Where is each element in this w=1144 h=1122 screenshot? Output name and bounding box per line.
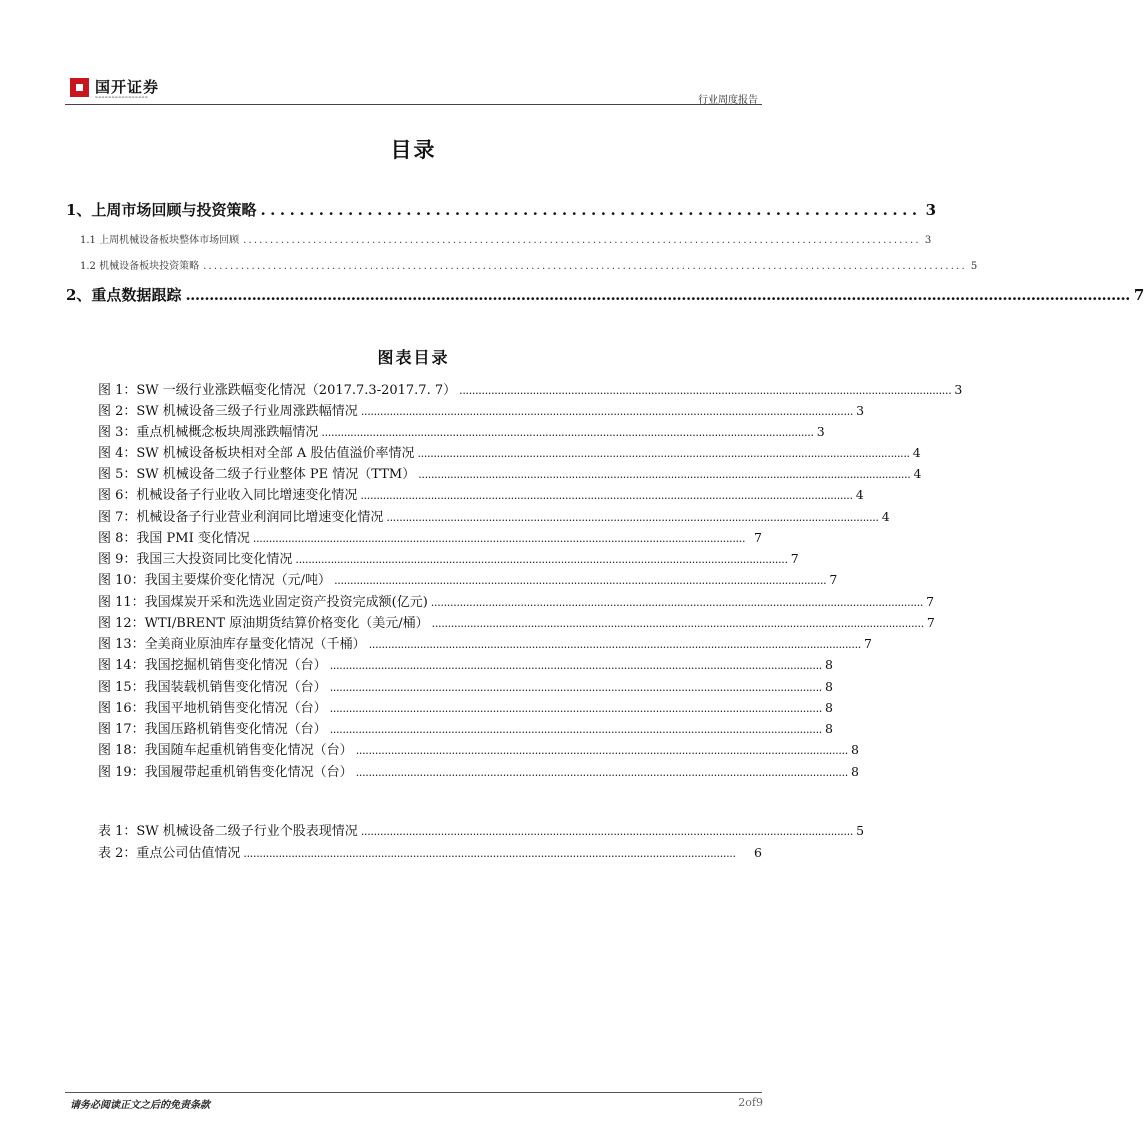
dot-leader: ..........................................................................................................................................................: [334, 574, 827, 587]
figure-entry-page: 7: [863, 636, 872, 651]
toc-entry[interactable]: [66, 199, 936, 220]
toc-entry[interactable]: [66, 284, 1144, 305]
figure-entry-label: 图 8：我国 PMI 变化情况: [98, 531, 250, 546]
figure-entry-label: 图 12：WTI/BRENT 原油期货结算价格变化（美元/桶）: [98, 616, 429, 631]
figure-entry[interactable]: [98, 421, 825, 441]
dot-leader: ..........................................................................................................................................................: [329, 723, 822, 736]
toc-entry-page: 7: [1133, 286, 1144, 304]
figure-entry[interactable]: [98, 379, 963, 399]
figure-entry-page: 7: [754, 530, 762, 545]
dot-leader: ....................................................................: [260, 201, 922, 219]
dot-leader: ..........................................................................................................................................................: [321, 426, 814, 439]
figure-entry-label: 图 13：全美商业原油库存量变化情况（千桶）: [98, 637, 366, 652]
toc-entry-label: 1.2 机械设备板块投资策略: [80, 261, 200, 272]
dot-leader: ..........................................................................................................................................................: [360, 825, 854, 838]
footer-divider: [65, 1092, 762, 1093]
figure-entry[interactable]: [98, 569, 838, 589]
figure-entry-label: 图 14：我国挖掘机销售变化情况（台）: [98, 658, 327, 673]
dot-leader: ..........................................................................................................................................................: [329, 681, 822, 694]
figure-entry[interactable]: [98, 654, 833, 674]
figure-entry[interactable]: [98, 761, 859, 781]
figure-entry-page: 8: [824, 721, 833, 736]
figure-entry-page: 4: [855, 487, 864, 502]
figure-entry-page: 8: [824, 679, 833, 694]
figure-entry-label: 图 6：机械设备子行业收入同比增速变化情况: [98, 488, 358, 503]
toc-entry-label: 2、重点数据跟踪: [66, 286, 182, 304]
figure-entry[interactable]: [98, 591, 935, 611]
figure-entry-page: 7: [790, 551, 799, 566]
figure-entry-page: 4: [912, 445, 921, 460]
toc-entry[interactable]: [80, 231, 932, 246]
table-entry[interactable]: [98, 820, 865, 840]
figure-entry-page: 8: [850, 764, 859, 779]
figure-entry-label: 图 18：我国随车起重机销售变化情况（台）: [98, 743, 353, 758]
page-title: 目录: [390, 137, 437, 162]
figure-entry-page: 4: [881, 509, 890, 524]
figure-entry-label: 图 19：我国履带起重机销售变化情况（台）: [98, 765, 353, 780]
figure-entry-label: 图 16：我国平地机销售变化情况（台）: [98, 701, 327, 716]
figure-entry-page: 7: [926, 594, 935, 609]
toc-entry-page: 3: [924, 235, 932, 246]
dot-leader: ..............................................................................................................................: [243, 235, 921, 246]
dot-leader: ........................................................................................................................................................................................................: [185, 286, 1130, 304]
figure-entry-label: 图 4：SW 机械设备板块相对全部 A 股估值溢价率情况: [98, 446, 415, 461]
figure-entry[interactable]: [98, 400, 865, 420]
figure-entry-page: 3: [816, 424, 825, 439]
figure-entry-label: 图 2：SW 机械设备三级子行业周涨跌幅情况: [98, 404, 358, 419]
dot-leader: ..........................................................................................................................................................: [360, 405, 854, 418]
table-entry-label: 表 2：重点公司估值情况: [98, 846, 241, 861]
table-entry-page: 6: [754, 845, 762, 860]
figure-entry[interactable]: [98, 612, 935, 632]
figure-entry-page: 3: [856, 403, 865, 418]
dot-leader: ..........................................................................................................................................................: [368, 638, 861, 651]
figure-entry-page: 7: [829, 572, 838, 587]
figure-entry-page: 4: [913, 466, 922, 481]
figure-entry[interactable]: [98, 527, 762, 547]
figure-entry[interactable]: [98, 548, 799, 568]
figure-entry-page: 3: [954, 382, 963, 397]
figure-entry[interactable]: [98, 739, 859, 759]
dot-leader: ..........................................................................................................................................................: [252, 532, 746, 545]
figure-entry[interactable]: [98, 718, 833, 738]
figure-entry-page: 8: [824, 657, 833, 672]
dot-leader: ..........................................................................................................................................................: [329, 702, 822, 715]
figure-entry-page: 8: [824, 700, 833, 715]
report-type: 行业周度报告: [698, 95, 758, 106]
figure-entry-label: 图 3：重点机械概念板块周涨跌幅情况: [98, 425, 319, 440]
figure-entry[interactable]: [98, 442, 921, 462]
figure-entry[interactable]: [98, 484, 864, 504]
figure-entry[interactable]: [98, 463, 922, 483]
figure-entry-label: 图 9：我国三大投资同比变化情况: [98, 552, 293, 567]
figure-entry-label: 图 5：SW 机械设备二级子行业整体 PE 情况（TTM）: [98, 467, 416, 482]
toc-entry[interactable]: [80, 257, 978, 272]
dot-leader: ..........................................................................................................................................................: [329, 659, 822, 672]
dot-leader: ..........................................................................................................................................................: [430, 596, 924, 609]
dot-leader: ..............................................................................................................................................: [203, 261, 967, 272]
dot-leader: ..........................................................................................................................................................: [355, 744, 848, 757]
table-entry-page: 5: [856, 823, 865, 838]
figure-entry[interactable]: [98, 633, 872, 653]
footer-disclaimer: 请务必阅读正文之后的免责条款: [70, 1100, 210, 1111]
figure-entry[interactable]: [98, 506, 890, 526]
figure-entry[interactable]: [98, 676, 833, 696]
dot-leader: ..........................................................................................................................................................: [431, 617, 924, 630]
dot-leader: ..........................................................................................................................................................: [243, 847, 736, 860]
brand-logo-mark: [70, 78, 89, 97]
header-divider: [65, 104, 762, 105]
dot-leader: ..........................................................................................................................................................: [355, 766, 848, 779]
figure-entry-label: 图 1：SW 一级行业涨跌幅变化情况（2017.7.3-2017.7. 7）: [98, 383, 457, 398]
figures-title: 图表目录: [377, 348, 450, 367]
dot-leader: ..........................................................................................................................................................: [386, 511, 879, 524]
toc-entry-page: 3: [925, 201, 936, 219]
toc-entry-label: 1.1 上周机械设备板块整体市场回顾: [80, 235, 240, 246]
figure-entry-label: 图 15：我国装载机销售变化情况（台）: [98, 680, 327, 695]
toc-entry-page: 5: [970, 261, 978, 272]
figure-entry[interactable]: [98, 697, 833, 717]
dot-leader: ..........................................................................................................................................................: [459, 384, 952, 397]
figure-entry-label: 图 7：机械设备子行业营业利润同比增速变化情况: [98, 510, 384, 525]
table-entry-label: 表 1：SW 机械设备二级子行业个股表现情况: [98, 824, 358, 839]
table-entry[interactable]: [98, 842, 762, 862]
brand-name: 国开证券: [95, 78, 160, 96]
dot-leader: ..........................................................................................................................................................: [295, 553, 788, 566]
brand-subline-decoration: ▬▬▬▬▬▬▬▬▬▬▬▬▬▬▬▬: [95, 95, 149, 99]
dot-leader: ..........................................................................................................................................................: [360, 489, 853, 502]
dot-leader: ..........................................................................................................................................................: [418, 468, 911, 481]
figure-entry-label: 图 10：我国主要煤价变化情况（元/吨）: [98, 573, 332, 588]
figure-entry-page: 8: [850, 742, 859, 757]
figure-entry-label: 图 17：我国压路机销售变化情况（台）: [98, 722, 327, 737]
figure-entry-label: 图 11：我国煤炭开采和洗选业固定资产投资完成额(亿元): [98, 595, 428, 610]
page-number: 2of9: [738, 1096, 763, 1109]
figure-entry-page: 7: [926, 615, 935, 630]
dot-leader: ..........................................................................................................................................................: [417, 447, 910, 460]
toc-entry-label: 1、上周市场回顾与投资策略: [66, 201, 257, 219]
